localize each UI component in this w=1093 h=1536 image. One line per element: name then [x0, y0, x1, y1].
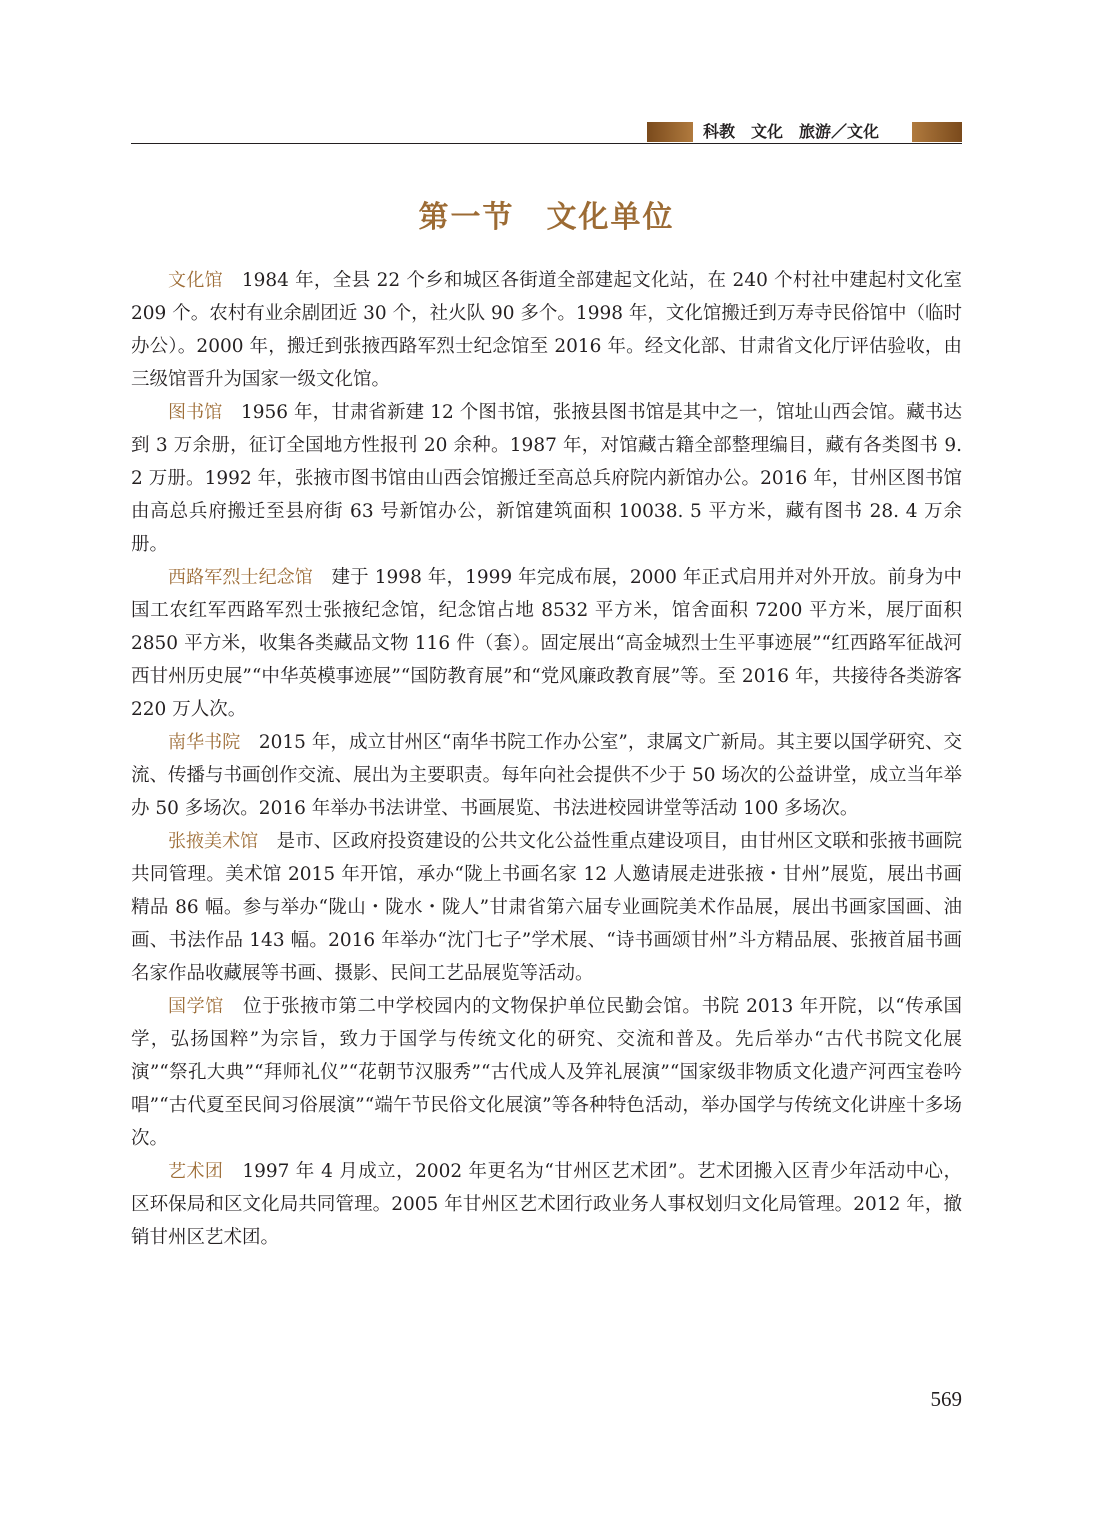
entry-term: 国学馆	[168, 996, 224, 1017]
entry-text: 2015 年，成立甘州区“南华书院工作办公室”，隶属文广新局。其主要以国学研究、交流、传播与书画创作交流、展出为主要职责。每年向社会提供不少于 50 场次的公益讲堂，成立当年举办 50 多场次。2016 年举办书法讲堂、书画展览、书法进校园讲堂等活动 100 多场次。	[131, 732, 963, 819]
entry-text: 是市、区政府投资建设的公共文化公益性重点建设项目，由甘州区文联和张掖书画院共同管理。美术馆 2015 年开馆，承办“陇上书画名家 12 人邀请展走进张掖・甘州”展览，展出书画精品 86 幅。参与举办“陇山・陇水・陇人”甘肃省第六届专业画院美术作品展，展出书画家国画、油画、书法作品 143 幅。2016 年举办“沈门七子”学术展、“诗书画颂甘州”斗方精品展、张掖首届书画名家作品收藏展等书画、摄影、民间工艺品展览等活动。	[131, 831, 962, 984]
entry-paragraph	[131, 396, 962, 561]
entry-text: 位于张掖市第二中学校园内的文物保护单位民勤会馆。书院 2013 年开院，以“传承国学，弘扬国粹”为宗旨，致力于国学与传统文化的研究、交流和普及。先后举办“古代书院文化展演”“祭孔大典”“拜师礼仪”“花朝节汉服秀”“古代成人及笄礼展演”“国家级非物质文化遗产河西宝卷吟唱”“古代夏至民间习俗展演”“端午节民俗文化展演”等各种特色活动，举办国学与传统文化讲座十多场次。	[131, 996, 962, 1149]
entry-paragraph	[131, 561, 962, 726]
section-title: 第一节 文化单位	[418, 200, 675, 235]
entry-text: 1984 年，全县 22 个乡和城区各街道全部建起文化站，在 240 个村社中建起村文化室 209 个。农村有业余剧团近 30 个，社火队 90 多个。1998 年，文化馆搬迁到万寿寺民俗馆中（临时办公）。2000 年，搬迁到张掖西路军烈士纪念馆至 2016 年。经文化部、甘肃省文化厅评估验收，由三级馆晋升为国家一级文化馆。	[131, 270, 962, 390]
entry-paragraph	[131, 825, 962, 990]
entry-paragraph	[131, 990, 962, 1155]
header-decorative-bar-right	[912, 122, 962, 142]
entry-term: 张掖美术馆	[168, 831, 259, 852]
entry-text: 建于 1998 年，1999 年完成布展，2000 年正式启用并对外开放。前身为中国工农红军西路军烈士张掖纪念馆，纪念馆占地 8532 平方米，馆舍面积 7200 平方米，展厅面积 2850 平方米，收集各类藏品文物 116 件（套）。固定展出“高金城烈士生平事迹展”“红西路军征战河西甘州历史展”“中华英模事迹展”“国防教育展”和“党风廉政教育展”等。至 2016 年，共接待各类游客 220 万人次。	[131, 567, 962, 720]
running-header	[131, 120, 962, 144]
body-text	[131, 264, 962, 1254]
header-section-path: 科教 文化 旅游／文化	[703, 122, 880, 141]
entry-text: 1997 年 4 月成立，2002 年更名为“甘州区艺术团”。艺术团搬入区青少年活动中心，区环保局和区文化局共同管理。2005 年甘州区艺术团行政业务人事权划归文化局管理。2012 年，撤销甘州区艺术团。	[131, 1161, 963, 1248]
entry-paragraph	[131, 264, 962, 396]
entry-term: 图书馆	[168, 402, 223, 423]
entry-term: 西路军烈士纪念馆	[168, 567, 313, 588]
entry-term: 艺术团	[168, 1161, 224, 1182]
entry-term: 南华书院	[168, 732, 241, 753]
entry-text: 1956 年，甘肃省新建 12 个图书馆，张掖县图书馆是其中之一，馆址山西会馆。藏书达到 3 万余册，征订全国地方性报刊 20 余种。1987 年，对馆藏古籍全部整理编目，藏有各类图书 9. 2 万册。1992 年，张掖市图书馆由山西会馆搬迁至高总兵府院内新馆办公。2016 年，甘州区图书馆由高总兵府搬迁至县府街 63 号新馆办公，新馆建筑面积 10038. 5 平方米，藏有图书 28. 4 万余册。	[131, 402, 962, 555]
entry-term: 文化馆	[168, 270, 223, 291]
header-decorative-bar-left	[647, 122, 693, 142]
header-rule	[131, 143, 962, 144]
entry-paragraph	[131, 726, 962, 825]
page-number: 569	[930, 1387, 962, 1411]
entry-paragraph	[131, 1155, 962, 1254]
